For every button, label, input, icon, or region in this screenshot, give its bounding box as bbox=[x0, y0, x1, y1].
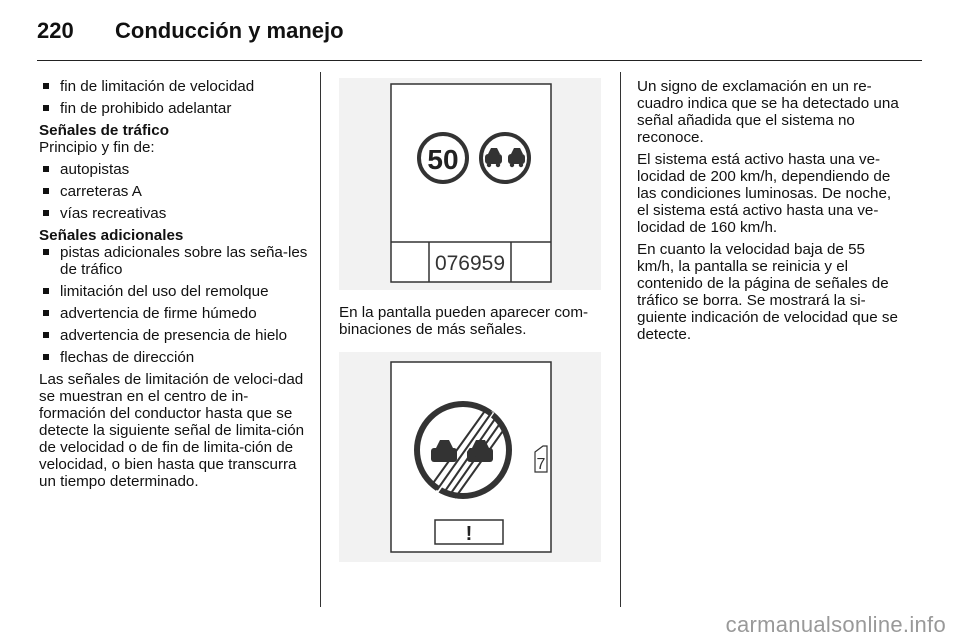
column-left bbox=[39, 78, 309, 495]
principle-text: Principio y fin de: bbox=[39, 139, 155, 156]
section-heading-signs: Señales de tráfico bbox=[39, 122, 169, 139]
column-middle bbox=[339, 78, 609, 562]
header-divider bbox=[37, 60, 922, 61]
page-header bbox=[37, 18, 344, 44]
body-paragraph: Las señales de limitación de veloci-dad se muestran en el centro de in-formación del conductor hasta que se detecte la siguiente señal de limita-ción de velocidad o de fin de limita-ción de velocidad, o bien hasta que transcurra un tiempo determinado. bbox=[39, 371, 305, 490]
body-paragraph: En la pantalla pueden aparecer com-binaciones de más señales. bbox=[339, 304, 589, 338]
body-paragraph: En cuanto la velocidad baja de 55 km/h, la pantalla se reinicia y el contenido de la página de señales de tráfico se borra. Se mostrará la si-guiente indicación de velocidad que se detecte. bbox=[637, 241, 898, 343]
section-heading-additional: Señales adicionales bbox=[39, 227, 184, 244]
list-item: vías recreativas bbox=[39, 205, 309, 222]
list-item: advertencia de presencia de hielo bbox=[39, 327, 309, 344]
page-number: 220 bbox=[37, 18, 74, 43]
list-item: fin de limitación de velocidad bbox=[39, 78, 309, 95]
column-divider bbox=[620, 72, 621, 607]
list-item: fin de prohibido adelantar bbox=[39, 100, 309, 117]
list-item: pistas adicionales sobre las seña-les de tráfico bbox=[39, 244, 309, 278]
side-value: 7 bbox=[536, 456, 546, 473]
watermark: carmanualsonline.info bbox=[725, 612, 946, 637]
sign-code: 076959 bbox=[434, 252, 506, 275]
list-item: carreteras A bbox=[39, 183, 309, 200]
page-title: Conducción y manejo bbox=[115, 18, 344, 43]
end-no-overtaking-icon bbox=[417, 404, 509, 498]
figure-speed-limit-sign bbox=[339, 78, 601, 290]
list-item: flechas de dirección bbox=[39, 349, 309, 366]
body-paragraph: Un signo de exclamación en un re-cuadro indica que se ha detectado una señal añadida que el sistema no reconoce. bbox=[637, 78, 899, 146]
figure-end-no-overtaking-sign bbox=[339, 352, 601, 562]
list-item: limitación del uso del remolque bbox=[39, 283, 309, 300]
body-paragraph: El sistema está activo hasta una ve-locidad de 200 km/h, dependiendo de las condiciones luminosas. De noche, el sistema está activo hasta una ve-locidad de 160 km/h. bbox=[637, 151, 892, 236]
exclamation-mark: ! bbox=[465, 523, 473, 545]
list-item: advertencia de firme húmedo bbox=[39, 305, 309, 322]
speed-value: 50 bbox=[427, 144, 459, 175]
column-divider bbox=[320, 72, 321, 607]
column-right bbox=[637, 78, 905, 348]
no-overtaking-icon bbox=[481, 134, 529, 182]
list-item: autopistas bbox=[39, 161, 309, 178]
